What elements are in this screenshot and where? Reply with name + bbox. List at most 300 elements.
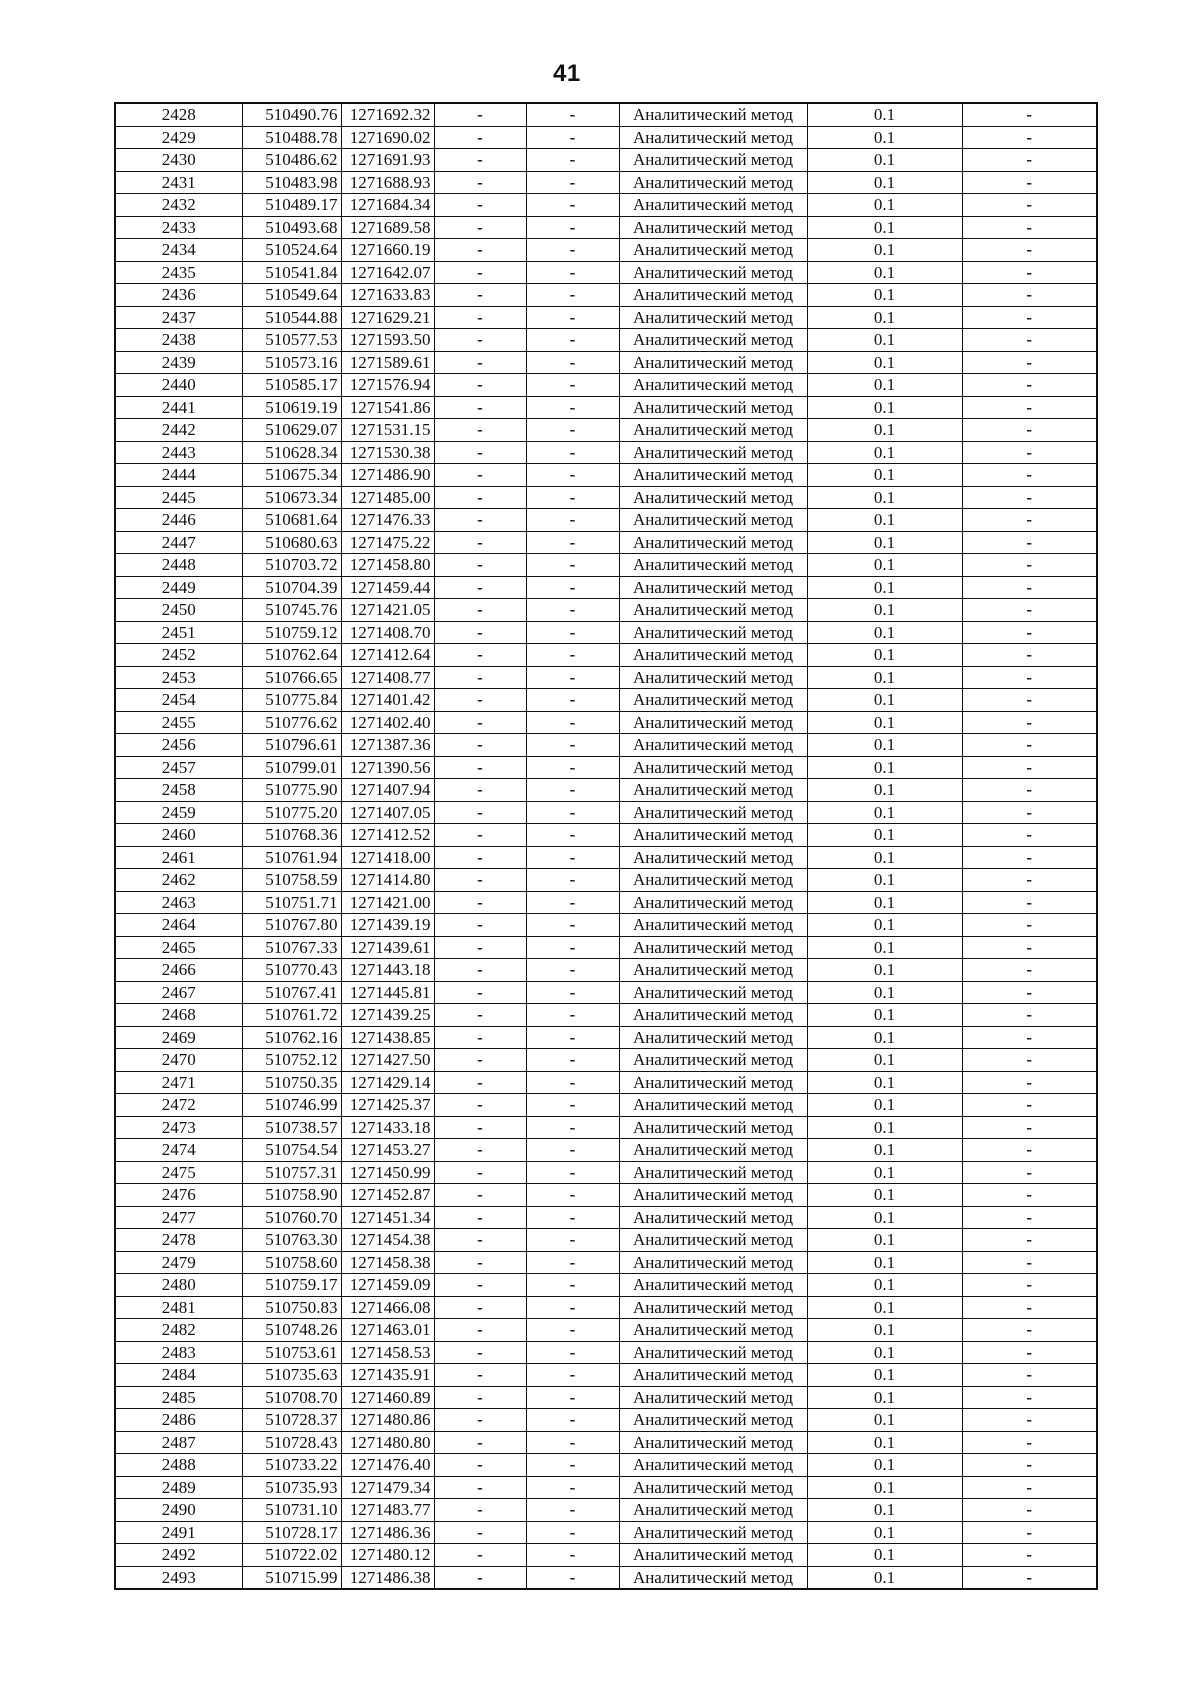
accuracy-cell: 0.1: [807, 1341, 962, 1364]
method-cell: Аналитический метод: [619, 351, 807, 374]
accuracy-cell: 0.1: [807, 936, 962, 959]
empty-value-cell: -: [962, 126, 1097, 149]
empty-value-cell: -: [526, 486, 619, 509]
method-cell: Аналитический метод: [619, 1341, 807, 1364]
table-row: [115, 824, 1097, 847]
x-coordinate-cell: 510728.37: [242, 1409, 341, 1432]
accuracy-cell: 0.1: [807, 1206, 962, 1229]
accuracy-cell: 0.1: [807, 914, 962, 937]
empty-value-cell: -: [526, 914, 619, 937]
page-number: 41: [553, 60, 581, 87]
x-coordinate-cell: 510748.26: [242, 1319, 341, 1342]
table-row: [115, 1364, 1097, 1387]
empty-value-cell: -: [962, 149, 1097, 172]
accuracy-cell: 0.1: [807, 1364, 962, 1387]
y-coordinate-cell: 1271480.86: [341, 1409, 434, 1432]
empty-value-cell: -: [526, 1251, 619, 1274]
x-coordinate-cell: 510731.10: [242, 1499, 341, 1522]
empty-value-cell: -: [434, 149, 526, 172]
method-cell: Аналитический метод: [619, 599, 807, 622]
table-row: [115, 261, 1097, 284]
y-coordinate-cell: 1271438.85: [341, 1026, 434, 1049]
empty-value-cell: -: [526, 936, 619, 959]
x-coordinate-cell: 510752.12: [242, 1049, 341, 1072]
y-coordinate-cell: 1271476.40: [341, 1454, 434, 1477]
point-number-cell: 2435: [115, 261, 242, 284]
table-row: [115, 194, 1097, 217]
method-cell: Аналитический метод: [619, 914, 807, 937]
x-coordinate-cell: 510703.72: [242, 554, 341, 577]
empty-value-cell: -: [434, 486, 526, 509]
table-row: [115, 891, 1097, 914]
x-coordinate-cell: 510722.02: [242, 1544, 341, 1567]
x-coordinate-cell: 510763.30: [242, 1229, 341, 1252]
table-row: [115, 396, 1097, 419]
empty-value-cell: -: [962, 1544, 1097, 1567]
table-row: [115, 1206, 1097, 1229]
empty-value-cell: -: [526, 1004, 619, 1027]
point-number-cell: 2456: [115, 734, 242, 757]
table-row: [115, 1319, 1097, 1342]
empty-value-cell: -: [526, 1431, 619, 1454]
method-cell: Аналитический метод: [619, 486, 807, 509]
empty-value-cell: -: [962, 1499, 1097, 1522]
method-cell: Аналитический метод: [619, 666, 807, 689]
method-cell: Аналитический метод: [619, 126, 807, 149]
empty-value-cell: -: [526, 1184, 619, 1207]
point-number-cell: 2465: [115, 936, 242, 959]
empty-value-cell: -: [962, 1476, 1097, 1499]
empty-value-cell: -: [526, 599, 619, 622]
method-cell: Аналитический метод: [619, 936, 807, 959]
x-coordinate-cell: 510750.35: [242, 1071, 341, 1094]
empty-value-cell: -: [962, 1004, 1097, 1027]
y-coordinate-cell: 1271412.52: [341, 824, 434, 847]
point-number-cell: 2470: [115, 1049, 242, 1072]
point-number-cell: 2451: [115, 621, 242, 644]
point-number-cell: 2448: [115, 554, 242, 577]
empty-value-cell: -: [434, 103, 526, 126]
empty-value-cell: -: [962, 1251, 1097, 1274]
accuracy-cell: 0.1: [807, 846, 962, 869]
table-row: [115, 351, 1097, 374]
table-row: [115, 801, 1097, 824]
empty-value-cell: -: [434, 1386, 526, 1409]
empty-value-cell: -: [526, 194, 619, 217]
empty-value-cell: -: [434, 1476, 526, 1499]
empty-value-cell: -: [434, 981, 526, 1004]
y-coordinate-cell: 1271460.89: [341, 1386, 434, 1409]
point-number-cell: 2487: [115, 1431, 242, 1454]
empty-value-cell: -: [434, 756, 526, 779]
accuracy-cell: 0.1: [807, 1026, 962, 1049]
method-cell: Аналитический метод: [619, 1566, 807, 1589]
method-cell: Аналитический метод: [619, 1116, 807, 1139]
x-coordinate-cell: 510759.12: [242, 621, 341, 644]
empty-value-cell: -: [962, 959, 1097, 982]
empty-value-cell: -: [526, 981, 619, 1004]
accuracy-cell: 0.1: [807, 1454, 962, 1477]
point-number-cell: 2454: [115, 689, 242, 712]
empty-value-cell: -: [962, 1071, 1097, 1094]
point-number-cell: 2453: [115, 666, 242, 689]
method-cell: Аналитический метод: [619, 531, 807, 554]
table-row: [115, 644, 1097, 667]
x-coordinate-cell: 510745.76: [242, 599, 341, 622]
y-coordinate-cell: 1271435.91: [341, 1364, 434, 1387]
table-row: [115, 756, 1097, 779]
empty-value-cell: -: [962, 801, 1097, 824]
y-coordinate-cell: 1271531.15: [341, 419, 434, 442]
empty-value-cell: -: [434, 734, 526, 757]
y-coordinate-cell: 1271387.36: [341, 734, 434, 757]
method-cell: Аналитический метод: [619, 779, 807, 802]
table-row: [115, 914, 1097, 937]
y-coordinate-cell: 1271541.86: [341, 396, 434, 419]
empty-value-cell: -: [434, 914, 526, 937]
x-coordinate-cell: 510735.63: [242, 1364, 341, 1387]
empty-value-cell: -: [526, 1274, 619, 1297]
x-coordinate-cell: 510585.17: [242, 374, 341, 397]
method-cell: Аналитический метод: [619, 1049, 807, 1072]
empty-value-cell: -: [962, 1184, 1097, 1207]
point-number-cell: 2492: [115, 1544, 242, 1567]
accuracy-cell: 0.1: [807, 734, 962, 757]
accuracy-cell: 0.1: [807, 644, 962, 667]
empty-value-cell: -: [526, 1544, 619, 1567]
empty-value-cell: -: [962, 531, 1097, 554]
accuracy-cell: 0.1: [807, 599, 962, 622]
empty-value-cell: -: [434, 239, 526, 262]
method-cell: Аналитический метод: [619, 1476, 807, 1499]
method-cell: Аналитический метод: [619, 1274, 807, 1297]
x-coordinate-cell: 510673.34: [242, 486, 341, 509]
accuracy-cell: 0.1: [807, 1139, 962, 1162]
method-cell: Аналитический метод: [619, 1499, 807, 1522]
table-row: [115, 1386, 1097, 1409]
accuracy-cell: 0.1: [807, 981, 962, 1004]
point-number-cell: 2447: [115, 531, 242, 554]
x-coordinate-cell: 510775.20: [242, 801, 341, 824]
x-coordinate-cell: 510483.98: [242, 171, 341, 194]
point-number-cell: 2485: [115, 1386, 242, 1409]
empty-value-cell: -: [526, 1026, 619, 1049]
accuracy-cell: 0.1: [807, 509, 962, 532]
empty-value-cell: -: [434, 711, 526, 734]
empty-value-cell: -: [526, 1319, 619, 1342]
y-coordinate-cell: 1271458.38: [341, 1251, 434, 1274]
point-number-cell: 2490: [115, 1499, 242, 1522]
y-coordinate-cell: 1271408.77: [341, 666, 434, 689]
point-number-cell: 2466: [115, 959, 242, 982]
empty-value-cell: -: [434, 1026, 526, 1049]
empty-value-cell: -: [526, 531, 619, 554]
empty-value-cell: -: [962, 1454, 1097, 1477]
accuracy-cell: 0.1: [807, 1319, 962, 1342]
empty-value-cell: -: [526, 711, 619, 734]
empty-value-cell: -: [526, 261, 619, 284]
method-cell: Аналитический метод: [619, 1454, 807, 1477]
accuracy-cell: 0.1: [807, 576, 962, 599]
x-coordinate-cell: 510549.64: [242, 284, 341, 307]
point-number-cell: 2462: [115, 869, 242, 892]
empty-value-cell: -: [962, 576, 1097, 599]
x-coordinate-cell: 510775.84: [242, 689, 341, 712]
y-coordinate-cell: 1271425.37: [341, 1094, 434, 1117]
accuracy-cell: 0.1: [807, 756, 962, 779]
method-cell: Аналитический метод: [619, 1544, 807, 1567]
table-row: [115, 149, 1097, 172]
empty-value-cell: -: [526, 1094, 619, 1117]
x-coordinate-cell: 510708.70: [242, 1386, 341, 1409]
method-cell: Аналитический метод: [619, 891, 807, 914]
empty-value-cell: -: [962, 666, 1097, 689]
empty-value-cell: -: [526, 666, 619, 689]
method-cell: Аналитический метод: [619, 734, 807, 757]
method-cell: Аналитический метод: [619, 284, 807, 307]
empty-value-cell: -: [526, 554, 619, 577]
empty-value-cell: -: [526, 329, 619, 352]
point-number-cell: 2476: [115, 1184, 242, 1207]
empty-value-cell: -: [434, 1139, 526, 1162]
empty-value-cell: -: [962, 1274, 1097, 1297]
empty-value-cell: -: [434, 374, 526, 397]
x-coordinate-cell: 510524.64: [242, 239, 341, 262]
method-cell: Аналитический метод: [619, 711, 807, 734]
empty-value-cell: -: [434, 779, 526, 802]
x-coordinate-cell: 510762.16: [242, 1026, 341, 1049]
empty-value-cell: -: [526, 239, 619, 262]
x-coordinate-cell: 510760.70: [242, 1206, 341, 1229]
x-coordinate-cell: 510728.43: [242, 1431, 341, 1454]
y-coordinate-cell: 1271418.00: [341, 846, 434, 869]
empty-value-cell: -: [526, 126, 619, 149]
point-number-cell: 2469: [115, 1026, 242, 1049]
point-number-cell: 2439: [115, 351, 242, 374]
table-row: [115, 1409, 1097, 1432]
method-cell: Аналитический метод: [619, 689, 807, 712]
x-coordinate-cell: 510750.83: [242, 1296, 341, 1319]
y-coordinate-cell: 1271485.00: [341, 486, 434, 509]
method-cell: Аналитический метод: [619, 1139, 807, 1162]
accuracy-cell: 0.1: [807, 1566, 962, 1589]
x-coordinate-cell: 510573.16: [242, 351, 341, 374]
empty-value-cell: -: [962, 1341, 1097, 1364]
table-row: [115, 126, 1097, 149]
table-body: [115, 103, 1097, 1589]
empty-value-cell: -: [962, 103, 1097, 126]
accuracy-cell: 0.1: [807, 1071, 962, 1094]
x-coordinate-cell: 510728.17: [242, 1521, 341, 1544]
accuracy-cell: 0.1: [807, 1116, 962, 1139]
table-row: [115, 959, 1097, 982]
y-coordinate-cell: 1271689.58: [341, 216, 434, 239]
empty-value-cell: -: [526, 1499, 619, 1522]
empty-value-cell: -: [434, 936, 526, 959]
method-cell: Аналитический метод: [619, 171, 807, 194]
empty-value-cell: -: [962, 1116, 1097, 1139]
y-coordinate-cell: 1271475.22: [341, 531, 434, 554]
empty-value-cell: -: [434, 419, 526, 442]
x-coordinate-cell: 510628.34: [242, 441, 341, 464]
accuracy-cell: 0.1: [807, 1184, 962, 1207]
x-coordinate-cell: 510577.53: [242, 329, 341, 352]
method-cell: Аналитический метод: [619, 149, 807, 172]
empty-value-cell: -: [962, 1229, 1097, 1252]
table-row: [115, 1139, 1097, 1162]
empty-value-cell: -: [962, 914, 1097, 937]
empty-value-cell: -: [962, 891, 1097, 914]
empty-value-cell: -: [526, 1116, 619, 1139]
x-coordinate-cell: 510770.43: [242, 959, 341, 982]
accuracy-cell: 0.1: [807, 126, 962, 149]
empty-value-cell: -: [526, 734, 619, 757]
table-row: [115, 1274, 1097, 1297]
y-coordinate-cell: 1271690.02: [341, 126, 434, 149]
method-cell: Аналитический метод: [619, 464, 807, 487]
method-cell: Аналитический метод: [619, 1319, 807, 1342]
empty-value-cell: -: [526, 1476, 619, 1499]
y-coordinate-cell: 1271439.61: [341, 936, 434, 959]
empty-value-cell: -: [526, 576, 619, 599]
y-coordinate-cell: 1271486.36: [341, 1521, 434, 1544]
accuracy-cell: 0.1: [807, 891, 962, 914]
empty-value-cell: -: [434, 329, 526, 352]
y-coordinate-cell: 1271407.05: [341, 801, 434, 824]
y-coordinate-cell: 1271407.94: [341, 779, 434, 802]
empty-value-cell: -: [526, 689, 619, 712]
y-coordinate-cell: 1271459.44: [341, 576, 434, 599]
empty-value-cell: -: [526, 621, 619, 644]
x-coordinate-cell: 510753.61: [242, 1341, 341, 1364]
x-coordinate-cell: 510796.61: [242, 734, 341, 757]
point-number-cell: 2463: [115, 891, 242, 914]
x-coordinate-cell: 510757.31: [242, 1161, 341, 1184]
x-coordinate-cell: 510762.64: [242, 644, 341, 667]
point-number-cell: 2446: [115, 509, 242, 532]
table-row: [115, 239, 1097, 262]
table-row: [115, 171, 1097, 194]
method-cell: Аналитический метод: [619, 1251, 807, 1274]
y-coordinate-cell: 1271458.80: [341, 554, 434, 577]
y-coordinate-cell: 1271454.38: [341, 1229, 434, 1252]
empty-value-cell: -: [526, 509, 619, 532]
empty-value-cell: -: [526, 149, 619, 172]
empty-value-cell: -: [434, 1544, 526, 1567]
empty-value-cell: -: [434, 554, 526, 577]
x-coordinate-cell: 510758.59: [242, 869, 341, 892]
method-cell: Аналитический метод: [619, 1184, 807, 1207]
accuracy-cell: 0.1: [807, 239, 962, 262]
point-number-cell: 2436: [115, 284, 242, 307]
empty-value-cell: -: [962, 216, 1097, 239]
x-coordinate-cell: 510768.36: [242, 824, 341, 847]
x-coordinate-cell: 510619.19: [242, 396, 341, 419]
method-cell: Аналитический метод: [619, 441, 807, 464]
point-number-cell: 2480: [115, 1274, 242, 1297]
x-coordinate-cell: 510759.17: [242, 1274, 341, 1297]
empty-value-cell: -: [962, 441, 1097, 464]
empty-value-cell: -: [434, 1161, 526, 1184]
y-coordinate-cell: 1271642.07: [341, 261, 434, 284]
empty-value-cell: -: [434, 1296, 526, 1319]
empty-value-cell: -: [434, 1116, 526, 1139]
accuracy-cell: 0.1: [807, 1229, 962, 1252]
point-number-cell: 2429: [115, 126, 242, 149]
y-coordinate-cell: 1271451.34: [341, 1206, 434, 1229]
y-coordinate-cell: 1271421.00: [341, 891, 434, 914]
empty-value-cell: -: [962, 1409, 1097, 1432]
method-cell: Аналитический метод: [619, 1094, 807, 1117]
empty-value-cell: -: [526, 351, 619, 374]
empty-value-cell: -: [434, 959, 526, 982]
empty-value-cell: -: [962, 734, 1097, 757]
table-row: [115, 1161, 1097, 1184]
x-coordinate-cell: 510754.54: [242, 1139, 341, 1162]
table-row: [115, 1049, 1097, 1072]
empty-value-cell: -: [526, 1206, 619, 1229]
y-coordinate-cell: 1271466.08: [341, 1296, 434, 1319]
point-number-cell: 2437: [115, 306, 242, 329]
point-number-cell: 2433: [115, 216, 242, 239]
point-number-cell: 2438: [115, 329, 242, 352]
point-number-cell: 2472: [115, 1094, 242, 1117]
table-row: [115, 284, 1097, 307]
x-coordinate-cell: 510751.71: [242, 891, 341, 914]
empty-value-cell: -: [434, 869, 526, 892]
point-number-cell: 2445: [115, 486, 242, 509]
table-row: [115, 306, 1097, 329]
empty-value-cell: -: [962, 554, 1097, 577]
method-cell: Аналитический метод: [619, 959, 807, 982]
table-row: [115, 329, 1097, 352]
empty-value-cell: -: [434, 846, 526, 869]
point-number-cell: 2479: [115, 1251, 242, 1274]
empty-value-cell: -: [962, 329, 1097, 352]
method-cell: Аналитический метод: [619, 576, 807, 599]
table-row: [115, 711, 1097, 734]
method-cell: Аналитический метод: [619, 1161, 807, 1184]
table-row: [115, 1476, 1097, 1499]
x-coordinate-cell: 510541.84: [242, 261, 341, 284]
empty-value-cell: -: [526, 306, 619, 329]
table-row: [115, 599, 1097, 622]
point-number-cell: 2478: [115, 1229, 242, 1252]
method-cell: Аналитический метод: [619, 103, 807, 126]
method-cell: Аналитический метод: [619, 824, 807, 847]
empty-value-cell: -: [962, 1026, 1097, 1049]
empty-value-cell: -: [962, 396, 1097, 419]
method-cell: Аналитический метод: [619, 216, 807, 239]
x-coordinate-cell: 510680.63: [242, 531, 341, 554]
y-coordinate-cell: 1271414.80: [341, 869, 434, 892]
y-coordinate-cell: 1271530.38: [341, 441, 434, 464]
point-number-cell: 2440: [115, 374, 242, 397]
empty-value-cell: -: [434, 1521, 526, 1544]
empty-value-cell: -: [962, 599, 1097, 622]
accuracy-cell: 0.1: [807, 374, 962, 397]
point-number-cell: 2468: [115, 1004, 242, 1027]
y-coordinate-cell: 1271402.40: [341, 711, 434, 734]
empty-value-cell: -: [526, 891, 619, 914]
y-coordinate-cell: 1271427.50: [341, 1049, 434, 1072]
method-cell: Аналитический метод: [619, 306, 807, 329]
point-number-cell: 2457: [115, 756, 242, 779]
y-coordinate-cell: 1271443.18: [341, 959, 434, 982]
empty-value-cell: -: [434, 599, 526, 622]
y-coordinate-cell: 1271439.25: [341, 1004, 434, 1027]
empty-value-cell: -: [526, 464, 619, 487]
